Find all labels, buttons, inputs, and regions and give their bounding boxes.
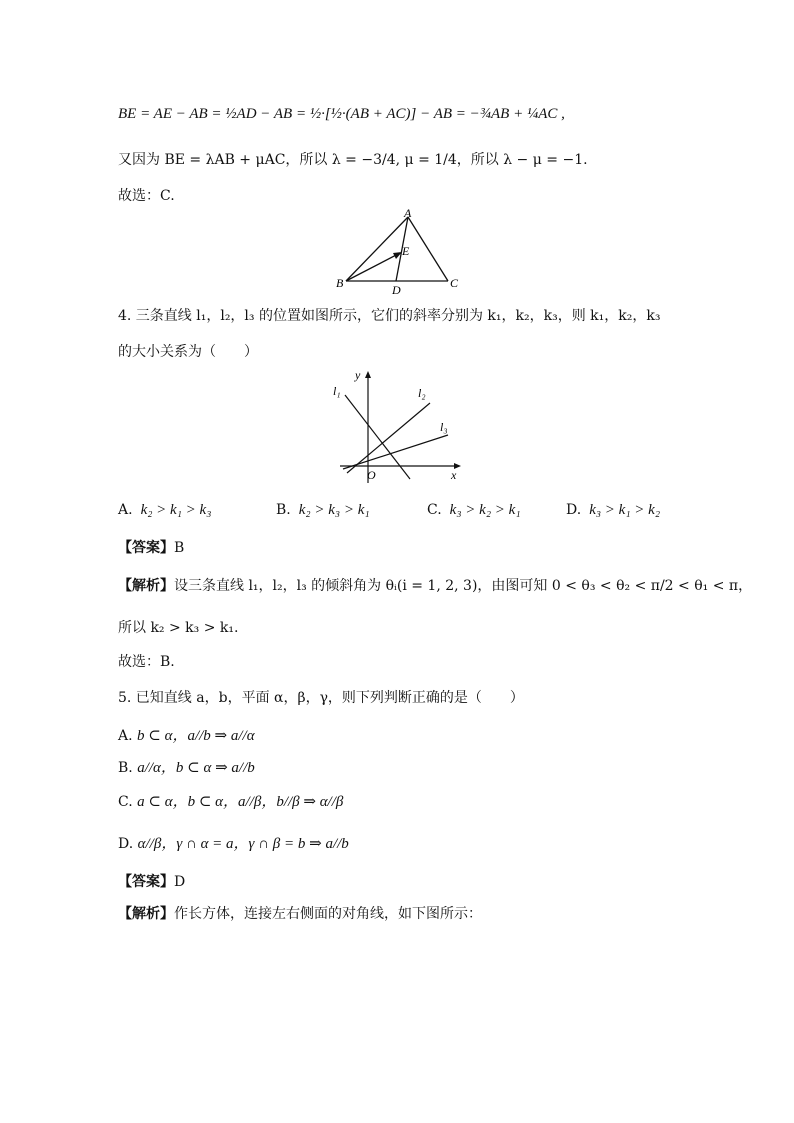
lines-figure (325, 365, 470, 485)
q5-option-a: A. b ⊂ α，a//b ⇒ a//α (118, 728, 255, 744)
origin-label: O (367, 468, 376, 482)
q4-conclusion: 故选：B. (118, 654, 175, 670)
q5-analysis: 【解析】作长方体，连接左右侧面的对角线，如下图所示： (118, 906, 482, 922)
q4-option-b: B. k₂ > k₃ > k₁ (276, 502, 370, 518)
l2-label: l₂ (418, 386, 426, 400)
q5-option-c: C. a ⊂ α，b ⊂ α，a//β，b//β ⇒ α//β (118, 794, 344, 810)
q5-answer-line: 【答案】D (118, 874, 186, 890)
q5-option-b: B. a//α，b ⊂ α ⇒ a//b (118, 760, 255, 776)
q4-analysis-line2: 所以 k₂ > k₃ > k₁. (118, 620, 239, 636)
q4-stem-line1: 4. 三条直线 l₁，l₂，l₃ 的位置如图所示，它们的斜率分别为 k₁，k₂，k₃，则 k₁，k₂，k₃ (118, 308, 661, 324)
q3-lambda-mu-line: 又因为 BE = λAB + μAC，所以 λ = −3/4, μ = 1/4，所以 λ − μ = −1. (118, 152, 588, 168)
l3-label: l₃ (440, 420, 448, 434)
label-c: C (450, 276, 459, 290)
q4-option-a: A. k₂ > k₁ > k₃ (118, 502, 212, 518)
q4-analysis-line1: 【解析】设三条直线 l₁，l₂，l₃ 的倾斜角为 θᵢ(i = 1, 2, 3)，由图可知 0 < θ₃ < θ₂ < π/2 < θ₁ < π， (118, 578, 753, 594)
q4-stem-line2: 的大小关系为（ ） (118, 344, 258, 360)
label-e: E (402, 244, 410, 258)
q3-vector-derivation: BE = AE − AB = ½AD − AB = ½·[½·(AB + AC)] − AB = −¾AB + ¼AC , (118, 106, 565, 122)
q5-option-d: D. α//β，γ ∩ α = a，γ ∩ β = b ⇒ a//b (118, 836, 349, 852)
triangle-figure (330, 205, 470, 295)
axis-y-label: y (355, 368, 361, 382)
label-a: A (404, 206, 412, 220)
l1-label: l₁ (333, 384, 341, 398)
q4-option-c: C. k₃ > k₂ > k₁ (427, 502, 521, 518)
q3-answer-line: 故选：C. (118, 188, 175, 204)
q4-option-d: D. k₃ > k₁ > k₂ (566, 502, 661, 518)
q4-answer-line: 【答案】B (118, 540, 185, 556)
label-b: B (336, 276, 344, 290)
q5-stem: 5. 已知直线 a，b，平面 α，β，γ，则下列判断正确的是（ ） (118, 690, 524, 706)
label-d: D (392, 283, 401, 295)
axis-x-label: x (451, 468, 457, 482)
line-l3 (343, 435, 448, 469)
